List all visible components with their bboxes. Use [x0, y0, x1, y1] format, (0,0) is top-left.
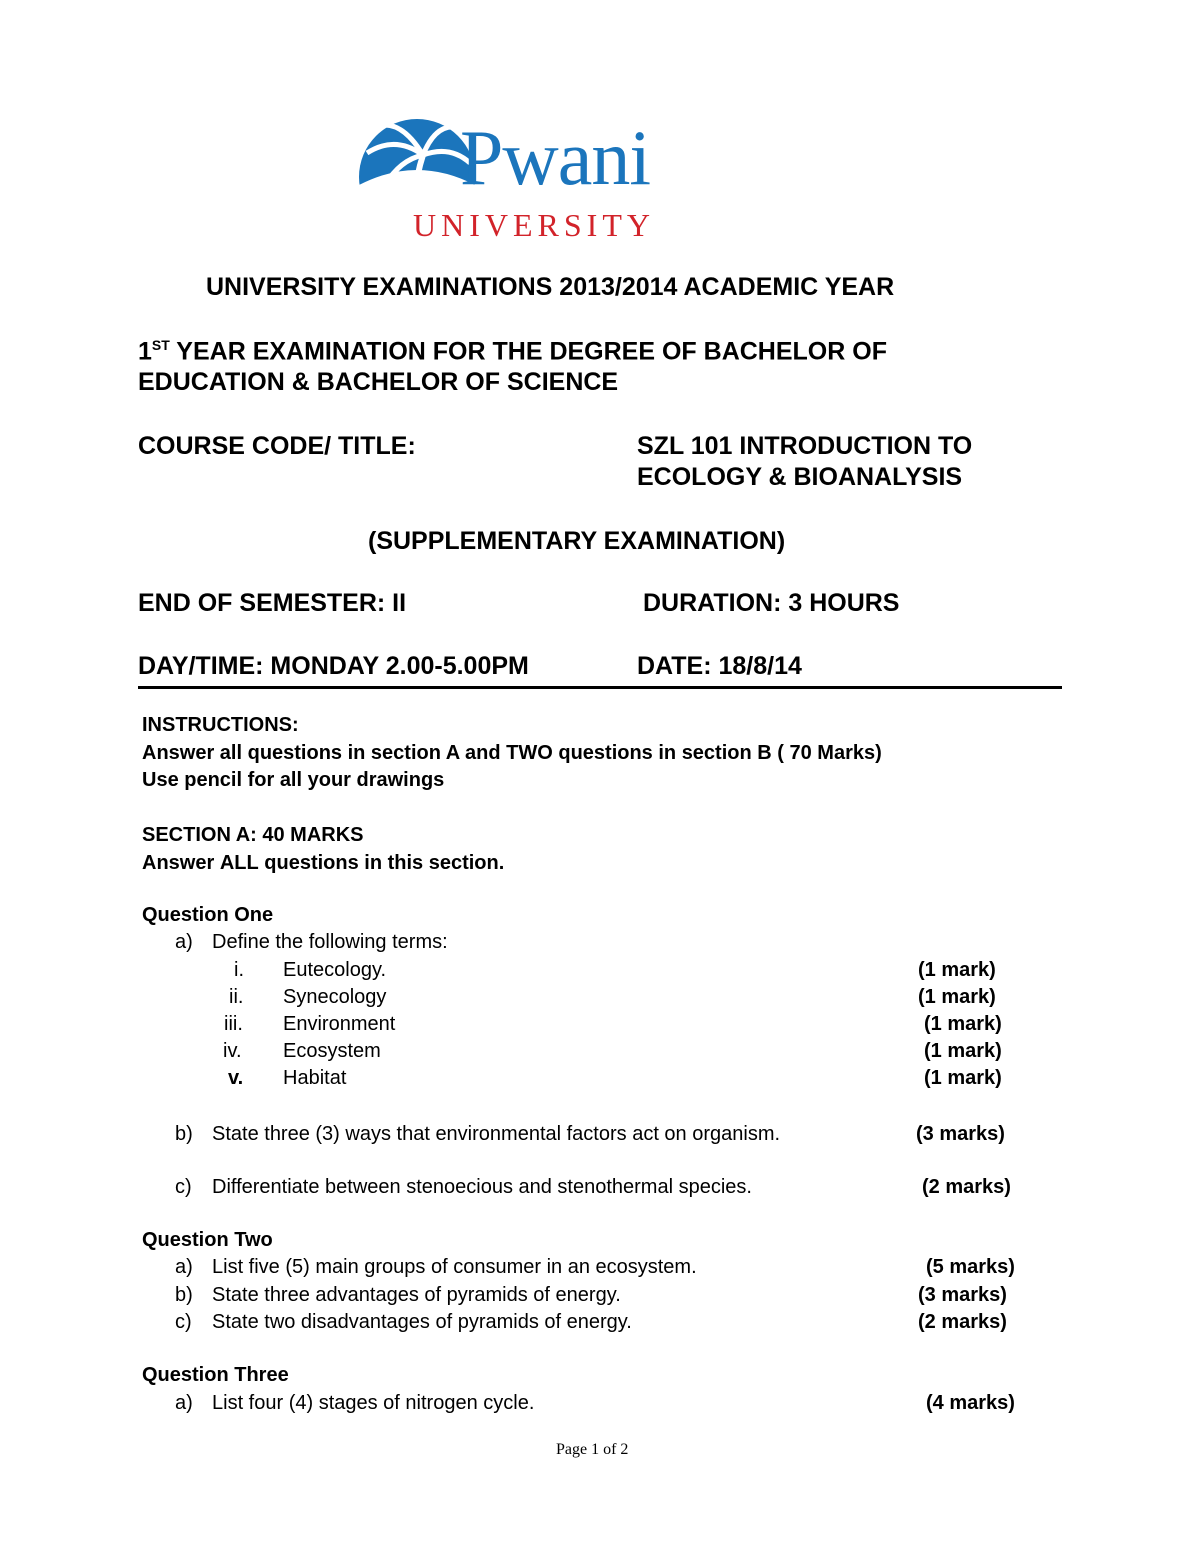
- q1-term-marks: (1 mark): [918, 986, 996, 1008]
- q2-item-marks: (3 marks): [918, 1284, 1007, 1306]
- degree-text-1: YEAR EXAMINATION FOR THE DEGREE OF BACHELOR OF: [169, 337, 887, 366]
- q3-item-marks: (4 marks): [926, 1392, 1015, 1414]
- q1-term-marks: (1 mark): [924, 1040, 1002, 1062]
- section-a-sub-bold: ALL: [219, 852, 259, 874]
- q2-item-marks: (5 marks): [926, 1256, 1015, 1278]
- degree-line-2: EDUCATION & BACHELOR OF SCIENCE: [138, 368, 619, 396]
- q1-c-text: Differentiate between stenoecious and stenothermal species.: [212, 1176, 752, 1198]
- section-a-heading: SECTION A: 40 MARKS: [142, 824, 364, 846]
- q1-term: Ecosystem: [283, 1040, 381, 1062]
- q1-term-num: iv.: [223, 1040, 242, 1062]
- q1-term-num: i.: [234, 959, 244, 981]
- year-ordinal-suffix: ST: [151, 337, 170, 353]
- semester-info: END OF SEMESTER: II: [138, 589, 407, 617]
- supplementary-label: (SUPPLEMENTARY EXAMINATION): [368, 527, 786, 555]
- q2-title: Question Two: [142, 1229, 273, 1251]
- q1-term-marks: (1 mark): [924, 1067, 1002, 1089]
- q2-item-label: b): [175, 1284, 193, 1306]
- date-info: DATE: 18/8/14: [637, 652, 802, 680]
- q1-b-marks: (3 marks): [916, 1123, 1005, 1145]
- exam-title: UNIVERSITY EXAMINATIONS 2013/2014 ACADEMIC YEAR: [206, 273, 895, 301]
- q3-title: Question Three: [142, 1364, 289, 1386]
- q1-c-marks: (2 marks): [922, 1176, 1011, 1198]
- course-label: COURSE CODE/ TITLE:: [138, 432, 416, 460]
- q2-item-marks: (2 marks): [918, 1311, 1007, 1333]
- q1-title: Question One: [142, 904, 274, 926]
- instructions-line-1: Answer all questions in section A and TWO questions in section B ( 70 Marks): [142, 742, 882, 764]
- year-ordinal: 1: [138, 337, 152, 366]
- day-time-info: DAY/TIME: MONDAY 2.00-5.00PM: [138, 652, 529, 680]
- instructions-line-2: Use pencil for all your drawings: [142, 769, 445, 791]
- q1-a-text: Define the following terms:: [212, 931, 448, 953]
- q1-term: Eutecology.: [283, 959, 387, 981]
- q1-term: Environment: [283, 1013, 396, 1035]
- duration-info: DURATION: 3 HOURS: [643, 589, 900, 617]
- page-number: Page 1 of 2: [556, 1441, 629, 1458]
- q2-item-label: c): [175, 1311, 192, 1333]
- q1-term: Habitat: [283, 1067, 347, 1089]
- section-a-sub-post: questions in this section.: [258, 852, 505, 874]
- q1-term-marks: (1 mark): [918, 959, 996, 981]
- section-a-subheading: [142, 852, 504, 875]
- logo-subtitle: UNIVERSITY: [413, 207, 655, 243]
- q1-term-num: ii.: [229, 986, 244, 1008]
- q2-item-text: State three advantages of pyramids of energy.: [212, 1284, 621, 1306]
- q2-item-text: State two disadvantages of pyramids of energy.: [212, 1311, 632, 1333]
- q1-c-label: c): [175, 1176, 192, 1198]
- q1-term-marks: (1 mark): [924, 1013, 1002, 1035]
- course-value-line-1: SZL 101 INTRODUCTION TO: [637, 432, 973, 460]
- section-a-sub-pre: Answer: [142, 852, 220, 874]
- course-value-line-2: ECOLOGY & BIOANALYSIS: [637, 463, 963, 491]
- q1-b-label: b): [175, 1123, 193, 1145]
- q1-a-label: a): [175, 931, 193, 953]
- q1-term-num: iii.: [224, 1013, 243, 1035]
- q1-b-text: State three (3) ways that environmental factors act on organism.: [212, 1123, 781, 1145]
- q1-term: Synecology: [283, 986, 387, 1008]
- logo-name: Pwani: [460, 114, 650, 201]
- degree-line-1: [138, 337, 887, 366]
- university-logo: [355, 115, 655, 250]
- q2-item-text: List five (5) main groups of consumer in an ecosystem.: [212, 1256, 697, 1278]
- q3-item-text: List four (4) stages of nitrogen cycle.: [212, 1392, 535, 1414]
- q2-item-label: a): [175, 1256, 193, 1278]
- q3-item-label: a): [175, 1392, 193, 1414]
- q1-term-num: v.: [228, 1067, 244, 1089]
- instructions-heading: INSTRUCTIONS:: [142, 714, 299, 736]
- header-divider: [138, 686, 1062, 689]
